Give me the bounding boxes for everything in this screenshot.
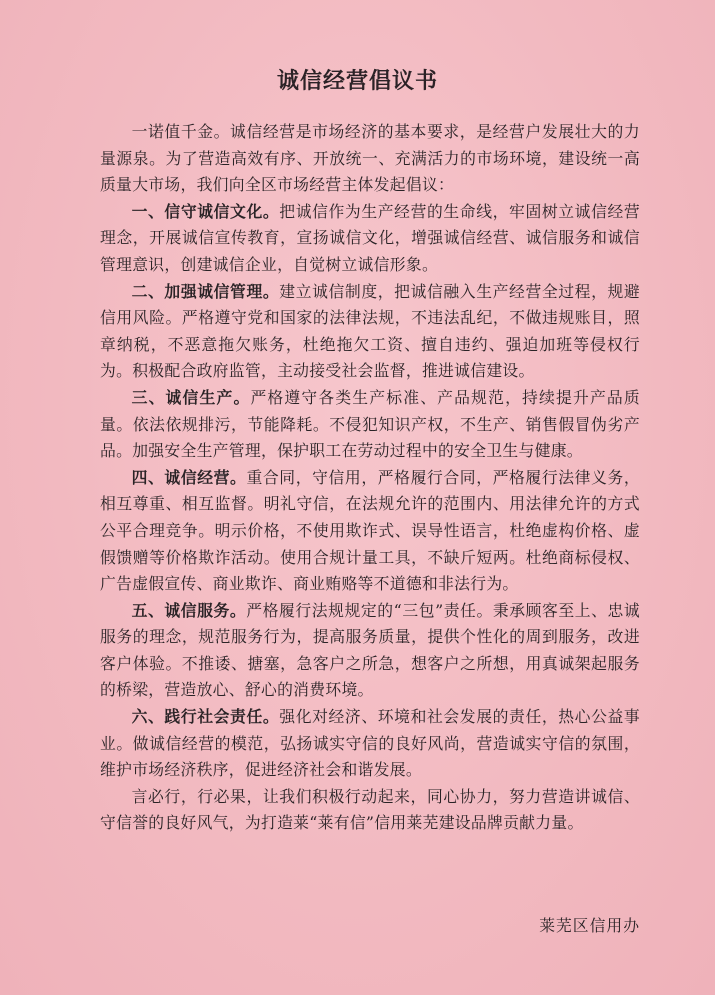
section-2-text: 建立诚信制度，把诚信融入生产经营全过程，规避信用风险。严格遵守党和国家的法律法规，不违法乱纪，不做违规账目，照章纳税，不恶意拖欠账务，杜绝拖欠工资、擅自违约、强迫加班等侵权行为。积极配合政府监管，主动接受社会监督，推进诚信建设。 — [100, 281, 641, 381]
signature: 莱芜区信用办 — [539, 916, 640, 935]
section-4-heading: 四、诚信经营。 — [131, 467, 247, 487]
section-1-text: 把诚信作为生产经营的生命线，牢固树立诚信经营理念，开展诚信宣传教育，宣扬诚信文化，增强诚信经营、诚信服务和诚信管理意识，创建诚信企业，自觉树立诚信形象。 — [100, 201, 641, 274]
section-6-text: 强化对经济、环境和社会发展的责任，热心公益事业。做诚信经营的模范，弘扬诚实守信的良好风尚，营造诚实守信的氛围，维护市场经济秩序，促进经济社会和谐发展。 — [100, 707, 641, 780]
section-3-text: 严格遵守各类生产标准、产品规范，持续提升产品质量。依法依规排污，节能降耗。不侵犯知识产权，不生产、销售假冒伪劣产品。加强安全生产管理，保护职工在劳动过程中的安全卫生与健康。 — [100, 387, 640, 461]
section-3-heading: 三、诚信生产。 — [131, 387, 251, 407]
section-3-paragraph — [100, 385, 640, 465]
closing-paragraph: 言必行，行必果，让我们积极行动起来，同心协力，努力营造讲诚信、守信誉的良好风气，为打造莱“莱有信”信用莱芜建设品牌贡献力量。 — [100, 786, 640, 833]
section-5-text: 严格履行法规规定的“三包”责任。秉承顾客至上、忠诚服务的理念，规范服务行为，提高服务质量，提供个性化的周到服务，改进客户体验。不推诿、搪塞，急客户之所急，想客户之所想，用真诚架起服务的桥梁，营造放心、舒心的消费环境。 — [100, 600, 640, 700]
intro-paragraph: 一诺值千金。诚信经营是市场经济的基本要求，是经营户发展壮大的力量源泉。为了营造高效有序、开放统一、充满活力的市场环境，建设统一高质量大市场，我们向全区市场经营主体发起倡议： — [100, 122, 640, 195]
section-6-heading: 六、践行社会责任。 — [131, 707, 280, 727]
section-1-heading: 一、信守诚信文化。 — [131, 201, 280, 221]
section-5-paragraph — [100, 598, 640, 704]
document-title: 诚信经营倡议书 — [276, 69, 438, 94]
section-6-paragraph — [100, 704, 640, 784]
section-4-text: 重合同，守信用，严格履行合同，严格履行法律义务，相互尊重、相互监督。明礼守信，在法规允许的范围内、用法律允许的方式公平合理竞争。明示价格，不使用欺诈式、误导性语言，杜绝虚构价格、虚假馈赠等价格欺诈活动。使用合规计量工具，不缺斤短两。杜绝商标侵权、广告虚假宣传、商业欺诈、商业贿赂等不道德和非法行为。 — [100, 467, 640, 594]
section-2-paragraph — [100, 279, 640, 385]
section-4-paragraph — [100, 465, 640, 598]
section-1-paragraph — [100, 199, 640, 279]
section-5-heading: 五、诚信服务。 — [131, 600, 247, 620]
section-2-heading: 二、加强诚信管理。 — [131, 281, 280, 301]
document-body — [100, 119, 640, 837]
